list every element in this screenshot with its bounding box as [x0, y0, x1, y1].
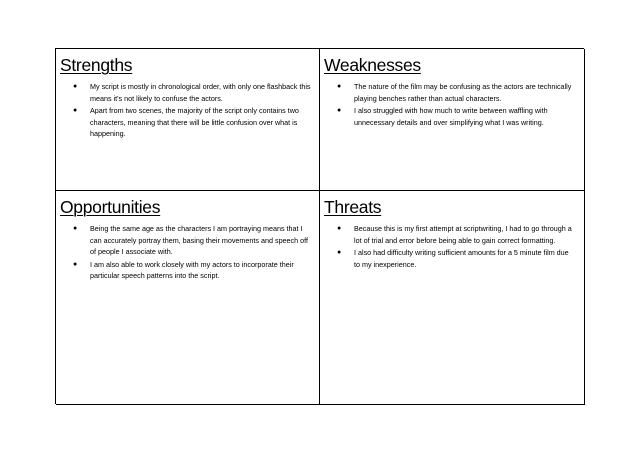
list-item [336, 247, 576, 270]
strengths-cell [56, 49, 320, 191]
threats-item-2-text: I also had difficulty writing sufficient amounts for a 5 minute film due to my inexperience. [354, 248, 569, 269]
list-item [72, 105, 311, 140]
list-item [72, 223, 311, 258]
list-item [336, 81, 576, 104]
list-item [72, 81, 311, 104]
strengths-list [60, 81, 311, 140]
weaknesses-heading: Weaknesses [324, 55, 421, 75]
bullet-dot-icon: ● [73, 107, 78, 114]
strengths-heading: Strengths [60, 55, 133, 75]
weaknesses-list [324, 81, 576, 128]
bullet-dot-icon: ● [337, 83, 342, 90]
strengths-item-1-text: My script is mostly in chronological order, with only one flashback this means it's not likely to confuse the actors. [90, 82, 311, 103]
bullet-dot-icon: ● [73, 225, 78, 232]
weaknesses-item-2-text: I also struggled with how much to write between waffling with unnecessary details and over simplifying what I was writing. [354, 106, 548, 127]
swot-table [55, 48, 584, 404]
bullet-dot-icon: ● [73, 83, 78, 90]
list-item [336, 223, 576, 246]
opportunities-item-2-text: I am also able to work closely with my actors to incorporate their particular speech patterns into the script. [90, 259, 294, 280]
opportunities-item-1-text: Being the same age as the characters I am portraying means that I can accurately portray them, basing their movements and speech off of people I associate with. [90, 224, 309, 256]
list-item [72, 259, 311, 282]
bullet-dot-icon: ● [337, 107, 342, 114]
threats-heading: Threats [324, 197, 382, 217]
strengths-item-2-text: Apart from two scenes, the majority of the script only contains two characters, meaning that there will be little confusion over what is happening. [90, 106, 299, 138]
bullet-dot-icon: ● [337, 225, 342, 232]
threats-item-1-text: Because this is my first attempt at scriptwriting, I had to go through a lot of trial and error before being able to gain correct formatting. [354, 224, 572, 245]
threats-list [324, 223, 576, 270]
opportunities-heading: Opportunities [60, 197, 161, 217]
weaknesses-cell [320, 49, 585, 191]
threats-cell [320, 191, 585, 405]
opportunities-list [60, 223, 311, 282]
list-item [336, 105, 576, 128]
bullet-dot-icon: ● [337, 249, 342, 256]
weaknesses-item-1-text: The nature of the film may be confusing as the actors are technically playing benches rather than actual characters. [354, 82, 572, 103]
opportunities-cell [56, 191, 320, 405]
bullet-dot-icon: ● [73, 260, 78, 268]
